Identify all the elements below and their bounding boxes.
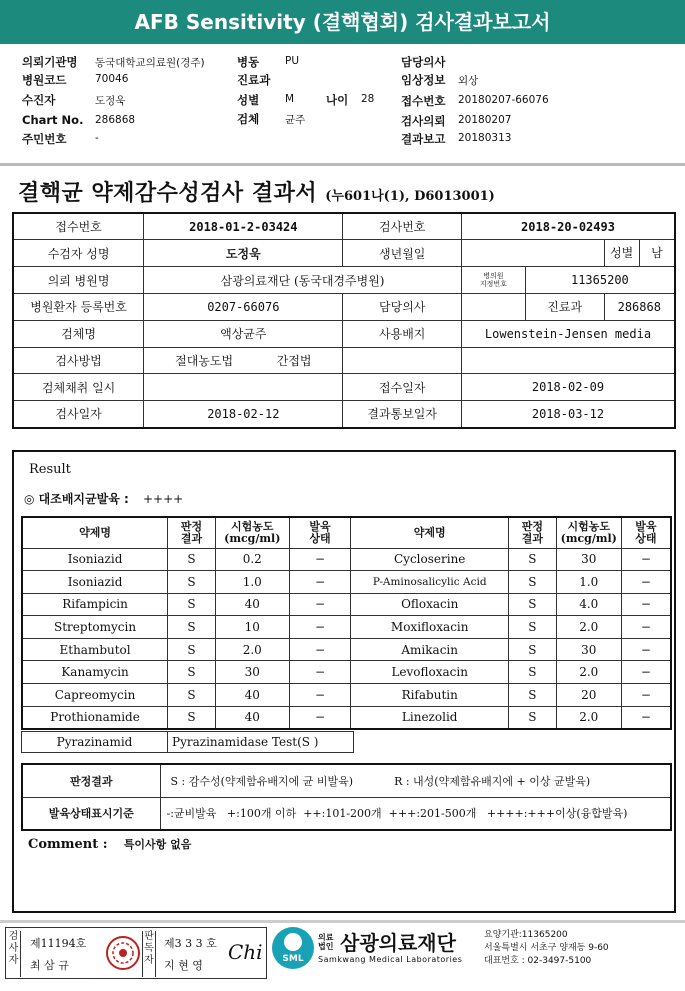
judgement: S <box>509 638 557 661</box>
cell-label: 성별 <box>605 240 640 266</box>
judgement: S <box>509 616 557 639</box>
growth: − <box>621 706 671 729</box>
cell-label: 검사번호 <box>343 213 461 240</box>
col-judge-line2: 결과 <box>521 531 544 545</box>
growth: − <box>621 593 671 616</box>
col-conc <box>556 517 621 548</box>
header-value: 20180207 <box>458 114 512 126</box>
concentration: 1.0 <box>215 571 289 594</box>
header-label: 검사의뢰 <box>401 114 446 128</box>
col-judge <box>509 517 557 548</box>
table-row <box>22 571 671 594</box>
cell-label: 검체채취 일시 <box>13 374 144 401</box>
col-growth-line1: 발육 <box>309 519 331 533</box>
col-drug: 약제명 <box>22 517 168 548</box>
control-growth <box>24 490 183 507</box>
cell-label: 담당의사 <box>343 294 461 321</box>
judgement: S <box>168 638 216 661</box>
received-date: 2018-02-09 <box>461 374 675 401</box>
col-judge <box>168 517 216 548</box>
drug-name: Linezolid <box>351 706 509 729</box>
col-conc <box>215 517 289 548</box>
header-label: 주민번호 <box>22 132 67 146</box>
signature-box <box>5 927 267 979</box>
age-label: 나이 <box>326 93 349 107</box>
table-row <box>22 661 671 684</box>
cell-label: 검사방법 <box>13 347 144 374</box>
growth: − <box>289 661 351 684</box>
header-value: 20180207-66076 <box>458 94 549 106</box>
drug-sensitivity-table <box>21 516 672 730</box>
growth: − <box>621 548 671 571</box>
document-title-text: 결핵균 약제감수성검사 결과서 <box>18 180 318 206</box>
table-row <box>22 684 671 707</box>
header-label: 의뢰기관명 <box>22 55 78 69</box>
growth: − <box>289 616 351 639</box>
cell-label: 사용배지 <box>343 320 461 347</box>
col-judge-line1: 판정 <box>180 519 203 533</box>
drug-name: Prothionamide <box>22 706 168 729</box>
growth: − <box>289 684 351 707</box>
hospital-code-label <box>461 267 525 294</box>
pza-label: Pyrazinamid <box>22 732 168 753</box>
reviewer-name: 지 현 영 <box>164 959 203 972</box>
cell-label: 검사일자 <box>13 401 144 428</box>
drug-name: Levofloxacin <box>351 661 509 684</box>
concentration: 30 <box>556 638 621 661</box>
concentration: 10 <box>215 616 289 639</box>
test-date: 2018-02-12 <box>144 401 343 428</box>
patient-sex: 남 <box>651 246 663 261</box>
concentration: 4.0 <box>556 593 621 616</box>
header-label: 병원코드 <box>22 73 67 87</box>
col-growth-line1: 발육 <box>635 519 657 533</box>
document-title <box>18 176 495 207</box>
drug-name: Ethambutol <box>22 638 168 661</box>
cell-label: 진료과 <box>525 294 604 321</box>
concentration: 40 <box>215 706 289 729</box>
cell-label: 생년월일 <box>343 240 461 267</box>
growth: − <box>621 638 671 661</box>
growth: − <box>289 638 351 661</box>
concentration: 2.0 <box>556 616 621 639</box>
concentration: 0.2 <box>215 548 289 571</box>
concentration: 30 <box>215 661 289 684</box>
patient-name: 도정욱 <box>144 240 343 267</box>
age-value: 28 <box>361 93 375 105</box>
sex-cell <box>604 240 675 267</box>
growth: − <box>289 593 351 616</box>
judgement: S <box>168 616 216 639</box>
judge-s: S : 감수성(약제함유배지에 균 비발육) <box>170 774 354 788</box>
col-drug: 약제명 <box>351 517 509 548</box>
inspector-label: 검사자 <box>7 931 21 977</box>
drug-rows <box>22 548 671 729</box>
empty-cell <box>343 347 461 374</box>
header-value: 외상 <box>458 75 479 87</box>
drug-name: Rifampicin <box>22 593 168 616</box>
col-conc-line2: (mcg/ml) <box>224 531 281 545</box>
judge-legend-label: 판정결과 <box>22 764 160 797</box>
document-code: (누601나(1), D6013001) <box>325 189 495 204</box>
org-address: 서울특별시 서초구 양재동 9-60 <box>484 943 609 953</box>
judgement: S <box>509 706 557 729</box>
cell-label: 검체명 <box>13 320 144 347</box>
hospital-name: 삼광의료재단 (동국대경주병원) <box>144 267 462 294</box>
drug-name: Capreomycin <box>22 684 168 707</box>
judgement: S <box>509 571 557 594</box>
method-absolute: 절대농도법 <box>175 354 234 369</box>
cell-label: 병원환자 등록번호 <box>13 294 144 321</box>
header-info <box>0 52 685 160</box>
cell-label: 접수일자 <box>343 374 461 401</box>
judge-r: R : 내성(약제함유배지에 + 이상 균발육) <box>394 774 591 788</box>
table-row <box>22 616 671 639</box>
drug-name: Isoniazid <box>22 548 168 571</box>
judgement: S <box>168 593 216 616</box>
cell-label: 접수번호 <box>13 213 144 240</box>
judgement: S <box>168 571 216 594</box>
concentration: 2.0 <box>215 638 289 661</box>
signature: Chi <box>228 940 263 964</box>
inspector-name: 최 삼 규 <box>30 959 69 972</box>
header-value: M <box>285 93 295 105</box>
department: 286868 <box>604 294 675 321</box>
pza-value: Pyrazinamidase Test(S ) <box>168 732 354 753</box>
empty-cell <box>461 347 675 374</box>
header-value: 도정욱 <box>95 95 126 107</box>
org-legal <box>318 933 333 951</box>
inspector-number: 제11194호 <box>30 937 87 950</box>
col-conc-line1: 시험농도 <box>231 519 274 533</box>
cell-label: 의뢰 병원명 <box>13 267 144 294</box>
col-growth-line2: 상태 <box>309 531 331 545</box>
growth: − <box>289 548 351 571</box>
report-title: AFB Sensitivity (결핵협회) 검사결과보고서 <box>134 10 551 34</box>
header-label: 접수번호 <box>401 94 446 108</box>
specimen-name: 액상균주 <box>144 320 343 347</box>
table-row <box>22 638 671 661</box>
cell-label: 수검자 성명 <box>13 240 144 267</box>
sml-logo-icon <box>272 927 314 969</box>
header-label: Chart No. <box>22 113 84 127</box>
concentration: 2.0 <box>556 706 621 729</box>
judgement: S <box>509 661 557 684</box>
drug-name: Moxifloxacin <box>351 616 509 639</box>
growth: − <box>289 571 351 594</box>
header-label: 병동 <box>237 55 260 69</box>
org-contact <box>484 929 609 968</box>
col-growth <box>621 517 671 548</box>
drug-name: Streptomycin <box>22 616 168 639</box>
drug-name: Ofloxacin <box>351 593 509 616</box>
judgement: S <box>168 684 216 707</box>
header-divider <box>0 163 685 166</box>
comment-value: 특이사항 없음 <box>123 838 192 851</box>
concentration: 20 <box>556 684 621 707</box>
table-header-row <box>22 517 671 548</box>
notified-date: 2018-03-12 <box>461 401 675 428</box>
result-section <box>12 450 676 913</box>
header-value: 286868 <box>95 114 136 126</box>
drug-name: P-Aminosalicylic Acid <box>351 571 509 594</box>
header-label: 결과보고 <box>401 132 446 146</box>
col-conc-line1: 시험농도 <box>567 519 610 533</box>
result-heading: Result <box>29 462 71 477</box>
drug-name: Cycloserine <box>351 548 509 571</box>
hospital-code: 11365200 <box>525 267 675 294</box>
logo-text: SML <box>282 954 304 964</box>
legend-table <box>21 763 672 831</box>
drug-name: Kanamycin <box>22 661 168 684</box>
org-legal-2: 법인 <box>318 942 334 951</box>
footer-divider <box>0 920 685 923</box>
judgement: S <box>509 593 557 616</box>
header-label: 임상정보 <box>401 73 446 87</box>
header-label: 검체 <box>237 112 260 126</box>
growth: − <box>621 571 671 594</box>
judgement: S <box>168 548 216 571</box>
concentration: 40 <box>215 684 289 707</box>
birth-date <box>461 240 604 267</box>
cell-label: 지정번호 <box>479 280 507 289</box>
col-growth <box>289 517 351 548</box>
organization-logo <box>272 927 682 979</box>
cell-label: 결과통보일자 <box>343 401 461 428</box>
growth: − <box>621 661 671 684</box>
reviewer-number: 제3 3 3 호 <box>164 937 217 950</box>
header-value: 20180313 <box>458 132 512 144</box>
concentration: 2.0 <box>556 661 621 684</box>
cell-label: 병의원 <box>483 272 504 281</box>
header-label: 담당의사 <box>401 55 446 69</box>
header-label: 성별 <box>237 93 260 107</box>
culture-medium: Lowenstein-Jensen media <box>461 320 675 347</box>
growth: − <box>621 616 671 639</box>
test-method <box>144 347 343 374</box>
growth-legend: -:균비발육 +:100개 이하 ++:101-200개 +++:201-500개 ++++:+++이상(융합발육) <box>160 797 671 830</box>
judgement: S <box>509 684 557 707</box>
comment <box>28 836 191 852</box>
org-code: 요양기관:11365200 <box>484 930 568 940</box>
report-banner <box>0 0 685 44</box>
header-value: - <box>95 132 99 144</box>
doctor-name <box>461 294 525 321</box>
header-value: 70046 <box>95 73 129 85</box>
judgement: S <box>509 548 557 571</box>
growth-legend-label: 발육상태표시기준 <box>22 797 160 830</box>
drug-name: Isoniazid <box>22 571 168 594</box>
header-label: 진료과 <box>237 73 271 87</box>
org-english: Samkwang Medical Laboratories <box>318 955 463 964</box>
judge-legend <box>160 764 671 797</box>
growth: − <box>289 706 351 729</box>
reviewer-label: 판독자 <box>142 931 156 977</box>
judgement: S <box>168 661 216 684</box>
org-phone: 대표번호 : 02-3497-5100 <box>484 956 592 966</box>
pyrazinamide-row <box>21 731 354 753</box>
seal-icon <box>104 934 142 972</box>
table-row <box>22 593 671 616</box>
registration-number: 0207-66076 <box>144 294 343 321</box>
control-value: ++++ <box>142 492 184 506</box>
drug-name: Rifabutin <box>351 684 509 707</box>
growth: − <box>621 684 671 707</box>
comment-label: Comment : <box>28 837 108 852</box>
table-row <box>22 548 671 571</box>
header-value: 균주 <box>285 114 306 126</box>
table-row <box>22 706 671 729</box>
col-judge-line2: 결과 <box>180 531 203 545</box>
col-conc-line2: (mcg/ml) <box>560 531 617 545</box>
judgement: S <box>168 706 216 729</box>
patient-info-table <box>12 212 676 429</box>
col-judge-line1: 판정 <box>521 519 544 533</box>
drug-name: Amikacin <box>351 638 509 661</box>
header-label: 수진자 <box>22 93 56 107</box>
test-number: 2018-20-02493 <box>461 213 675 240</box>
control-label: ◎ 대조배지균발육 : <box>24 492 129 506</box>
org-name: 삼광의료재단 <box>340 931 456 955</box>
org-legal-1: 의료 <box>318 933 334 942</box>
header-value: PU <box>285 55 300 67</box>
receipt-number: 2018-01-2-03424 <box>144 213 343 240</box>
col-growth-line2: 상태 <box>635 531 657 545</box>
header-value: 동국대학교의료원(경주) <box>95 57 205 69</box>
method-indirect: 간접법 <box>276 354 312 369</box>
concentration: 30 <box>556 548 621 571</box>
concentration: 40 <box>215 593 289 616</box>
concentration: 1.0 <box>556 571 621 594</box>
collect-date <box>144 374 343 401</box>
